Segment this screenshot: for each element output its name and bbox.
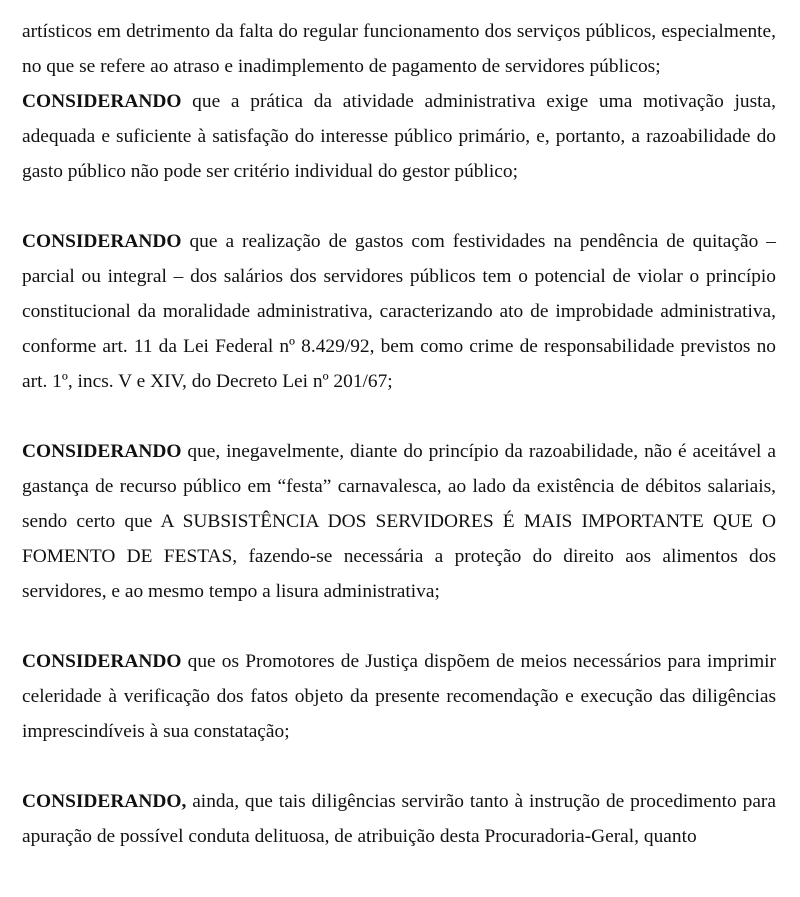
- paragraph-text: ainda, que tais diligências servirão tanto à instrução de procedimento para apuração de possível conduta delituosa, de atribuição desta Procuradoria-Geral, quanto: [22, 791, 776, 847]
- paragraph-spacer: [22, 749, 776, 784]
- paragraph-text: artísticos em detrimento da falta do regular funcionamento dos serviços públicos, especialmente, no que se refere ao atraso e inadimplemento de pagamento de servidores públicos;: [22, 21, 776, 77]
- document-page: [22, 0, 776, 854]
- paragraph-spacer: [22, 189, 776, 224]
- paragraph-keyword: CONSIDERANDO,: [22, 791, 187, 812]
- paragraph-text: que os Promotores de Justiça dispõem de meios necessários para imprimir celeridade à verificação dos fatos objeto da presente recomendação e execução das diligências imprescindíveis à sua constatação;: [22, 651, 776, 742]
- paragraph-spacer: [22, 399, 776, 434]
- paragraph-text: que, inegavelmente, diante do princípio da razoabilidade, não é aceitável a gastança de recurso público em “festa” carnavalesca, ao lado da existência de débitos salariais, sendo certo que A SUBSISTÊNCIA DOS SERVIDORES É MAIS IMPORTANTE QUE O FOMENTO DE FESTAS, fazendo-se necessária a proteção do direito aos alimentos dos servidores, e ao mesmo tempo a lisura administrativa;: [22, 441, 776, 602]
- paragraph-considerando-diligencias: [22, 784, 776, 854]
- paragraph-text: que a prática da atividade administrativa exige uma motivação justa, adequada e suficiente à satisfação do interesse público primário, e, portanto, a razoabilidade do gasto público não pode ser critério individual do gestor público;: [22, 91, 776, 182]
- paragraph-keyword: CONSIDERANDO: [22, 651, 182, 672]
- paragraph-considerando-razoabilidade: [22, 434, 776, 609]
- paragraph-keyword: CONSIDERANDO: [22, 441, 182, 462]
- paragraph-text: que a realização de gastos com festividades na pendência de quitação – parcial ou integral – dos salários dos servidores públicos tem o potencial de violar o princípio constitucional da moralidade administrativa, caracterizando ato de improbidade administrativa, conforme art. 11 da Lei Federal nº 8.429/92, bem como crime de responsabilidade previstos no art. 1º, incs. V e XIV, do Decreto Lei nº 201/67;: [22, 231, 776, 392]
- paragraph-keyword: CONSIDERANDO: [22, 231, 182, 252]
- paragraph-considerando-motivacao: [22, 84, 776, 189]
- paragraph-keyword: CONSIDERANDO: [22, 91, 182, 112]
- paragraph-spacer: [22, 609, 776, 644]
- paragraph-considerando-promotores: [22, 644, 776, 749]
- paragraph-considerando-festividades: [22, 224, 776, 399]
- paragraph-continuation: [22, 0, 776, 84]
